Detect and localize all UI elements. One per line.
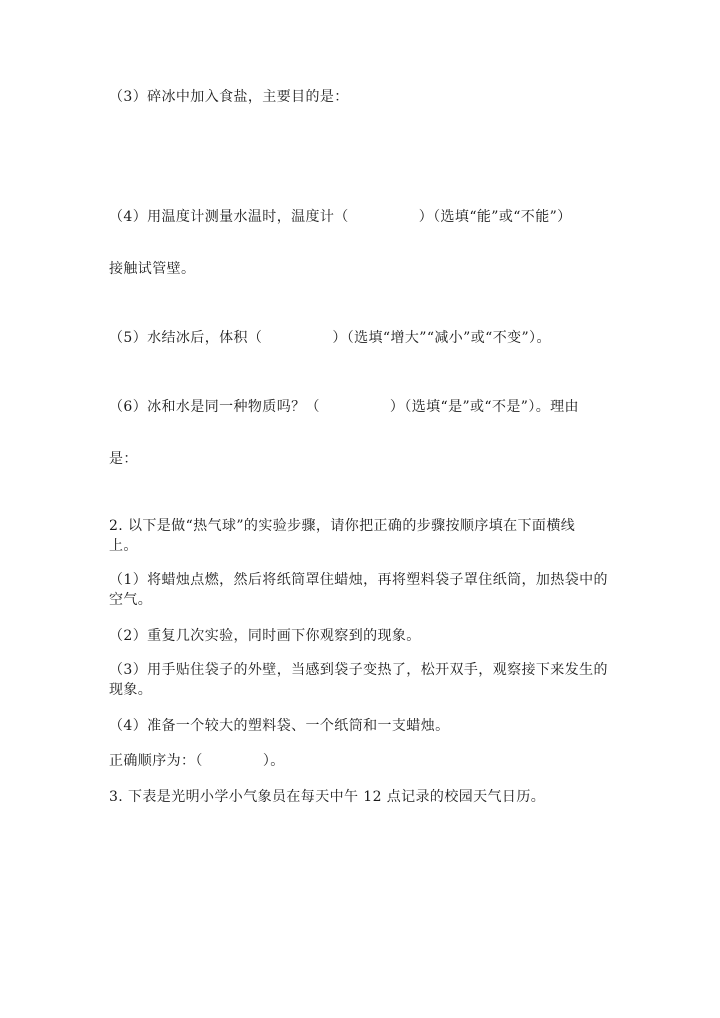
q1-sub5-text-before: （5）水结冰后，体积（ [109,330,263,346]
q2-step1-text-1: （1）将蜡烛点燃，然后将纸筒罩住蜡烛，再将塑料袋子罩住纸筒，加热袋中的 [109,572,608,588]
q2-stem-line1 [109,516,575,536]
q1-sub6-text-after: ）（选填“是”或“不是”）。理由 [389,399,579,415]
q1-sub5-text-after: ）（选填“增大”“减小”或“不变”）。 [332,330,551,346]
q2-step2-text: （2）重复几次实验，同时画下你观察到的现象。 [109,628,421,644]
q2-step3-line2 [109,680,152,700]
q2-answer-text-after: ）。 [262,753,285,769]
q1-sub4-cont-text: 接触试管壁。 [109,261,196,277]
q2-stem-text-2: 上。 [109,538,138,554]
q2-stem-text-1: 2. 以下是做“热气球”的实验步骤，请你把正确的步骤按顺序填在下面横线 [109,518,576,534]
q1-sub6-continuation [109,449,138,469]
q1-sub3 [109,87,349,107]
q1-sub6-text-before: （6）冰和水是同一种物质吗？（ [109,399,320,415]
q1-sub6-cont-text: 是： [109,451,138,467]
q1-sub5 [109,328,551,348]
q2-step3-text-1: （3）用手贴住袋子的外壁，当感到袋子变热了，松开双手，观察接下来发生的 [109,662,608,678]
q2-step4-text: （4）准备一个较大的塑料袋、一个纸筒和一支蜡烛。 [109,718,450,734]
q1-sub4-text-after: ）（选填“能”或“不能”） [418,209,572,225]
q2-step2 [109,626,421,646]
q2-step4 [109,716,450,736]
q2-step3-text-2: 现象。 [109,682,153,698]
q1-sub4-text-before: （4）用温度计测量水温时，温度计（ [109,209,349,225]
q2-step3-line1 [109,660,608,680]
q3-stem-text: 3. 下表是光明小学小气象员在每天中午 12 点记录的校园天气日历。 [109,789,546,805]
q3-stem [109,787,545,807]
q2-answer-text-before: 正确顺序为：（ [109,753,203,769]
q2-step1-line2 [109,590,152,610]
q1-sub4-continuation [109,259,195,279]
q2-stem-line2 [109,536,138,556]
q2-step1-text-2: 空气。 [109,592,153,608]
q1-sub6 [109,397,579,417]
q1-sub4 [109,207,572,227]
q1-sub3-text: （3）碎冰中加入食盐，主要目的是： [109,89,349,105]
q2-step1-line1 [109,570,608,590]
q2-answer [109,751,285,771]
